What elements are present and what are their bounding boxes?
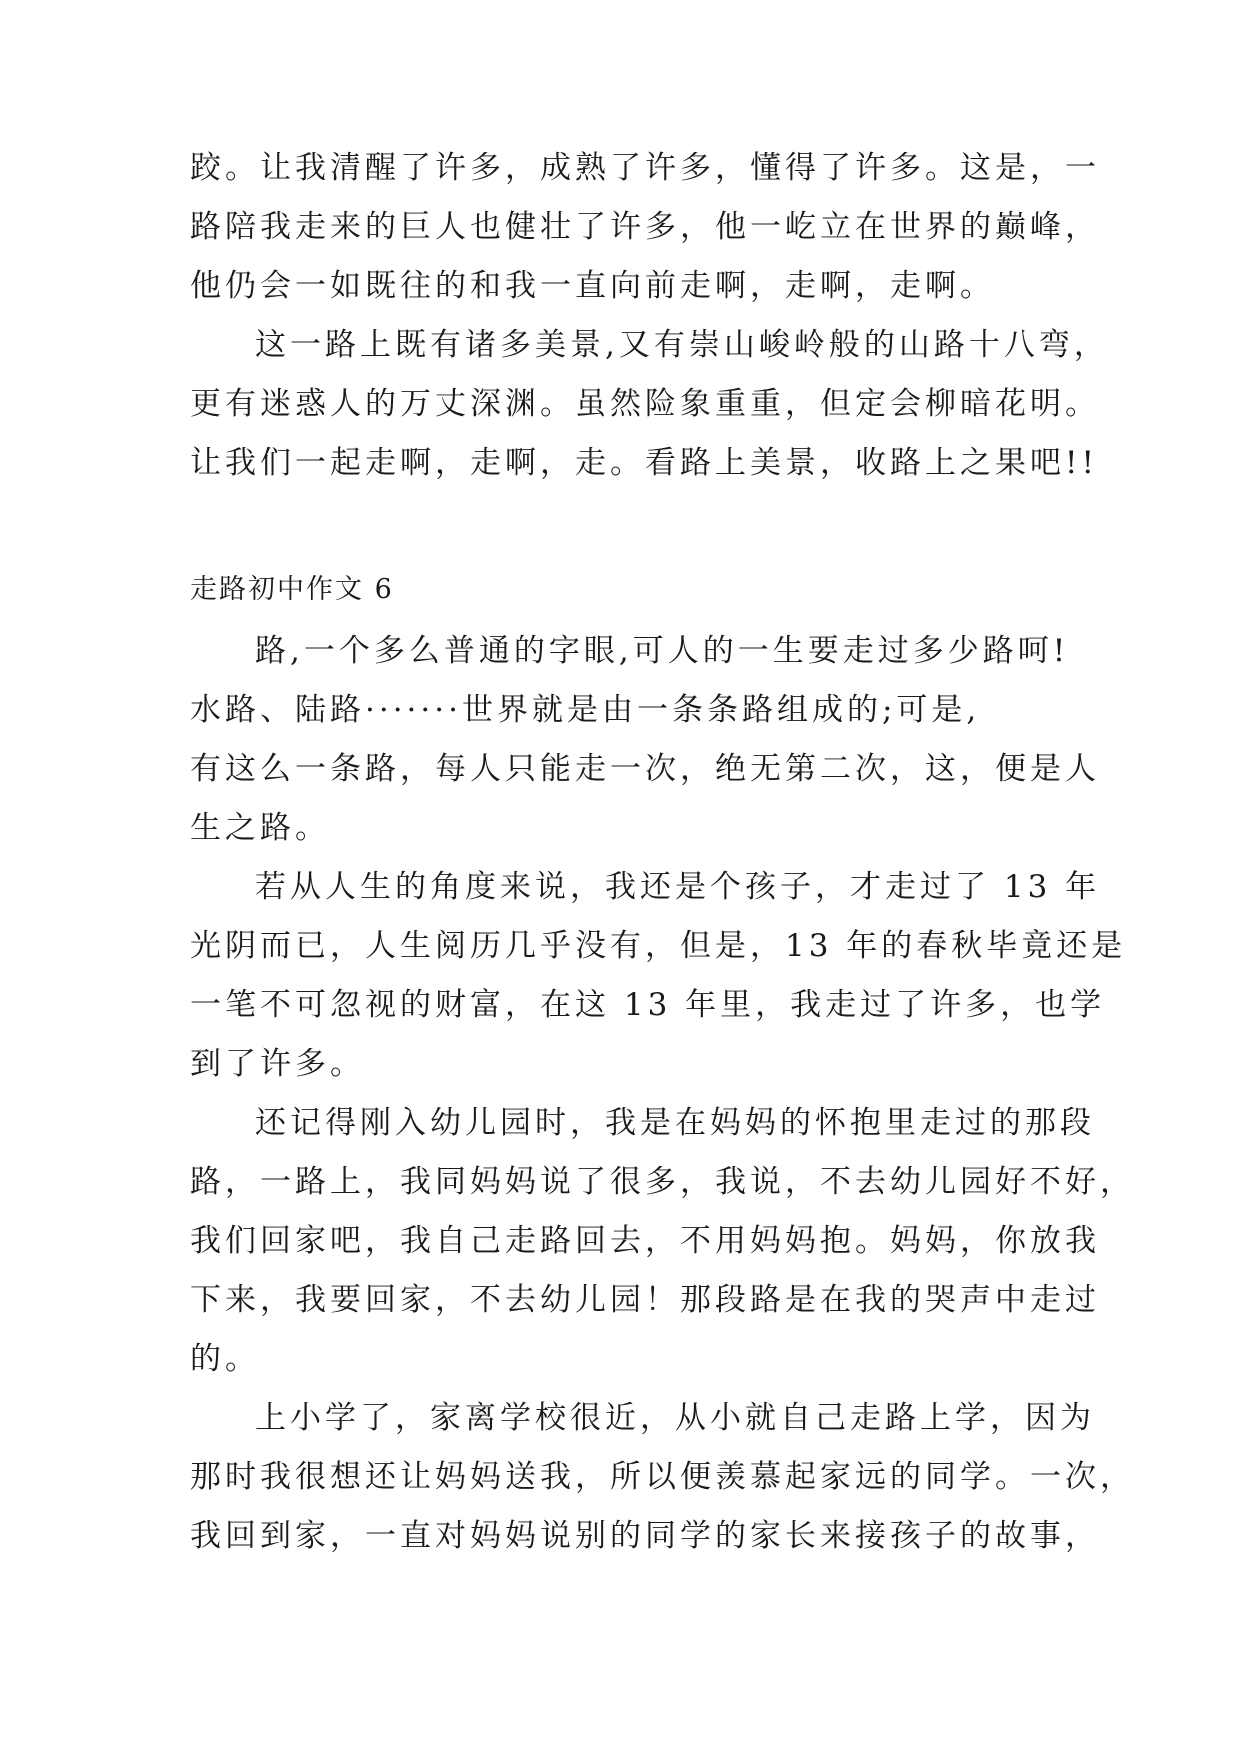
- text-line: 的。: [190, 1341, 260, 1377]
- text-line: 还记得刚入幼儿园时，我是在妈妈的怀抱里走过的那段: [255, 1105, 1095, 1141]
- text-line: 路，一路上，我同妈妈说了很多，我说，不去幼儿园好不好，: [190, 1164, 1135, 1200]
- text-line: 我们回家吧，我自己走路回去，不用妈妈抱。妈妈，你放我: [190, 1223, 1100, 1259]
- text-line: 若从人生的角度来说，我还是个孩子，才走过了 13 年: [255, 869, 1101, 905]
- text-line: 更有迷惑人的万丈深渊。虽然险象重重，但定会柳暗花明。: [190, 386, 1100, 422]
- text-line: 生之路。: [190, 810, 330, 846]
- text-line: 让我们一起走啊，走啊，走。看路上美景，收路上之果吧!!: [190, 445, 1098, 481]
- text-line: 一笔不可忽视的财富，在这 13 年里，我走过了许多，也学: [190, 987, 1106, 1023]
- text-line: 路,一个多么普通的字眼,可人的一生要走过多少路呵!: [255, 633, 1070, 669]
- text-line: 跤。让我清醒了许多，成熟了许多，懂得了许多。这是，一: [190, 150, 1100, 186]
- text-line: 他仍会一如既往的和我一直向前走啊，走啊，走啊。: [190, 268, 995, 304]
- text-line: 有这么一条路，每人只能走一次，绝无第二次，这，便是人: [190, 751, 1100, 787]
- text-line: 光阴而已，人生阅历几乎没有，但是，13 年的春秋毕竟还是: [190, 928, 1127, 964]
- text-line: 下来，我要回家，不去幼儿园！那段路是在我的哭声中走过: [190, 1282, 1100, 1318]
- text-line: 水路、陆路·······世界就是由一条条路组成的;可是,: [190, 692, 981, 728]
- text-line: 路陪我走来的巨人也健壮了许多，他一屹立在世界的巅峰，: [190, 209, 1100, 245]
- text-line: 上小学了，家离学校很近，从小就自己走路上学，因为: [255, 1400, 1095, 1436]
- text-line: 我回到家，一直对妈妈说别的同学的家长来接孩子的故事，: [190, 1518, 1100, 1554]
- text-line: 这一路上既有诸多美景,又有崇山峻岭般的山路十八弯，: [255, 327, 1109, 363]
- text-line: 那时我很想还让妈妈送我，所以便羡慕起家远的同学。一次，: [190, 1459, 1135, 1495]
- section-heading: 走路初中作文 6: [190, 574, 394, 605]
- text-line: 到了许多。: [190, 1046, 365, 1082]
